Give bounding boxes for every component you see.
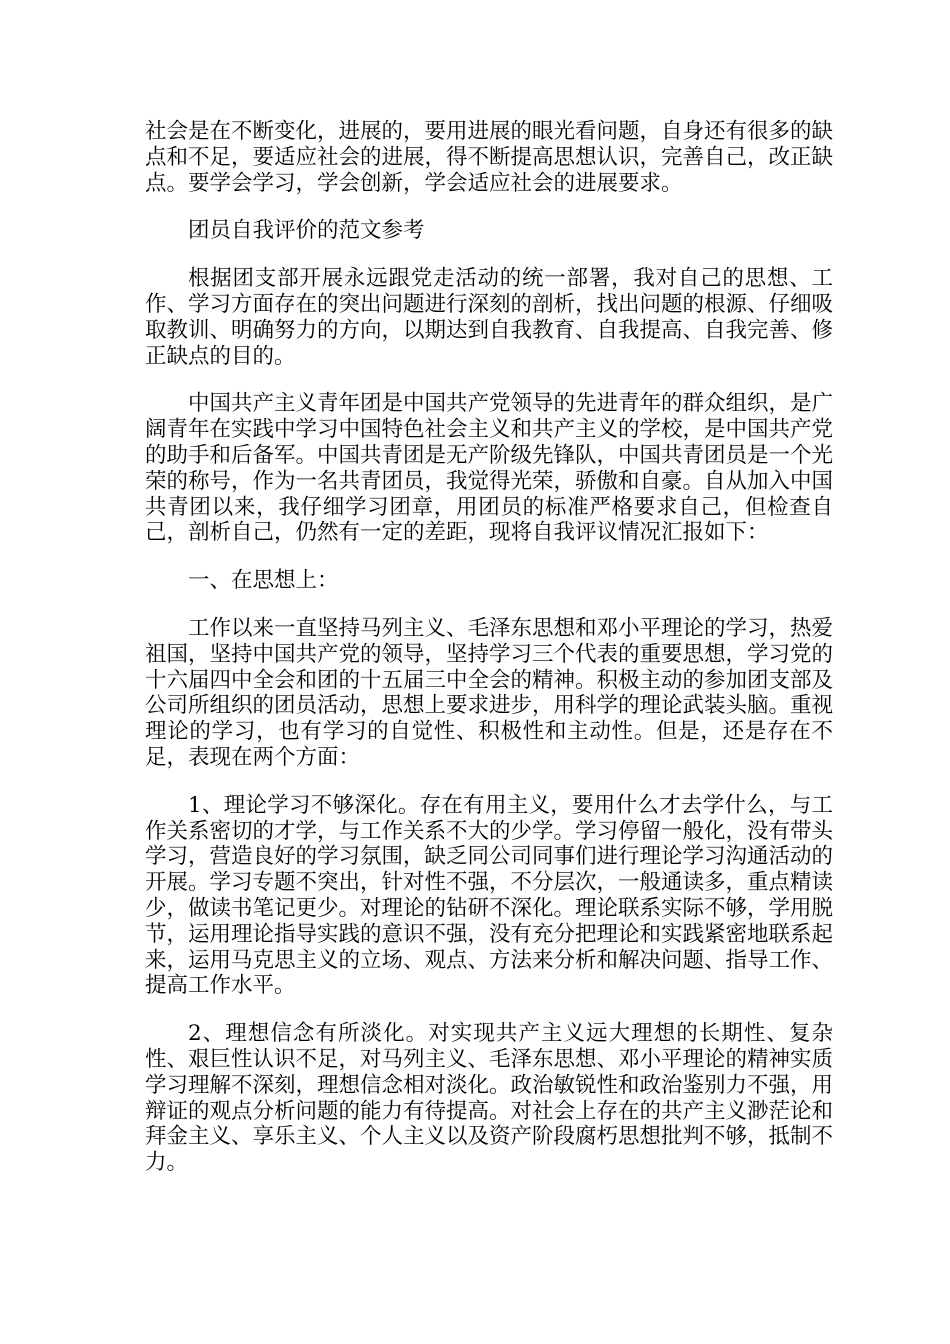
document-page [145,119,833,1198]
paragraph-intro: 社会是在不断变化，进展的，要用进展的眼光看问题，自身还有很多的缺点和不足，要适应社会的进展，得不断提高思想认识，完善自己，改正缺点。要学会学习，学会创新，学会适应社会的进展要求。 [145,119,834,196]
paragraph-point-2: 2、理想信念有所淡化。对实现共产主义远大理想的长期性、复杂性、艰巨性认识不足，对马列主义、毛泽东思想、邓小平理论的精神实质学习理解不深刻，理想信念相对淡化。政治敏锐性和政治鉴别力不强，用辩证的观点分析问题的能力有待提高。对社会上存在的共产主义渺茫论和拜金主义、享乐主义、个人主义以及资产阶段腐朽思想批判不够，抵制不力。 [145,1021,834,1176]
paragraph-purpose: 根据团支部开展永远跟党走活动的统一部署，我对自己的思想、工作、学习方面存在的突出问题进行深刻的剖析，找出问题的根源、仔细吸取教训、明确努力的方向，以期达到自我教育、自我提高、自我完善、修正缺点的目的。 [145,266,834,369]
paragraph-league-description: 中国共产主义青年团是中国共产党领导的先进青年的群众组织，是广阔青年在实践中学习中国特色社会主义和共产主义的学校，是中国共产党的助手和后备军。中国共青团是无产阶级先锋队，中国共青团员是一个光荣的称号，作为一名共青团员，我觉得光荣，骄傲和自豪。自从加入中国共青团以来，我仔细学习团章，用团员的标准严格要求自己，但检查自己，剖析自己，仍然有一定的差距，现将自我评议情况汇报如下： [145,391,834,546]
subsection-heading-thought: 一、在思想上： [188,568,339,594]
section-title: 团员自我评价的范文参考 [188,218,425,244]
paragraph-point-1: 1、理论学习不够深化。存在有用主义，要用什么才去学什么，与工作关系密切的才学，与工作关系不大的少学。学习停留一般化，没有带头学习，营造良好的学习氛围，缺乏同公司同事们进行理论学习沟通活动的开展。学习专题不突出，针对性不强，不分层次，一般通读多，重点精读少，做读书笔记更少。对理论的钻研不深化。理论联系实际不够，学用脱节，运用理论指导实践的意识不强，没有充分把理论和实践紧密地联系起来，运用马克思主义的立场、观点、方法来分析和解决问题、指导工作、提高工作水平。 [145,792,834,999]
paragraph-thought-study: 工作以来一直坚持马列主义、毛泽东思想和邓小平理论的学习，热爱祖国，坚持中国共产党的领导，坚持学习三个代表的重要思想，学习党的十六届四中全会和团的十五届三中全会的精神。积极主动的参加团支部及公司所组织的团员活动，思想上要求进步，用科学的理论武装头脑。重视理论的学习，也有学习的自觉性、积极性和主动性。但是，还是存在不足，表现在两个方面： [145,615,834,770]
